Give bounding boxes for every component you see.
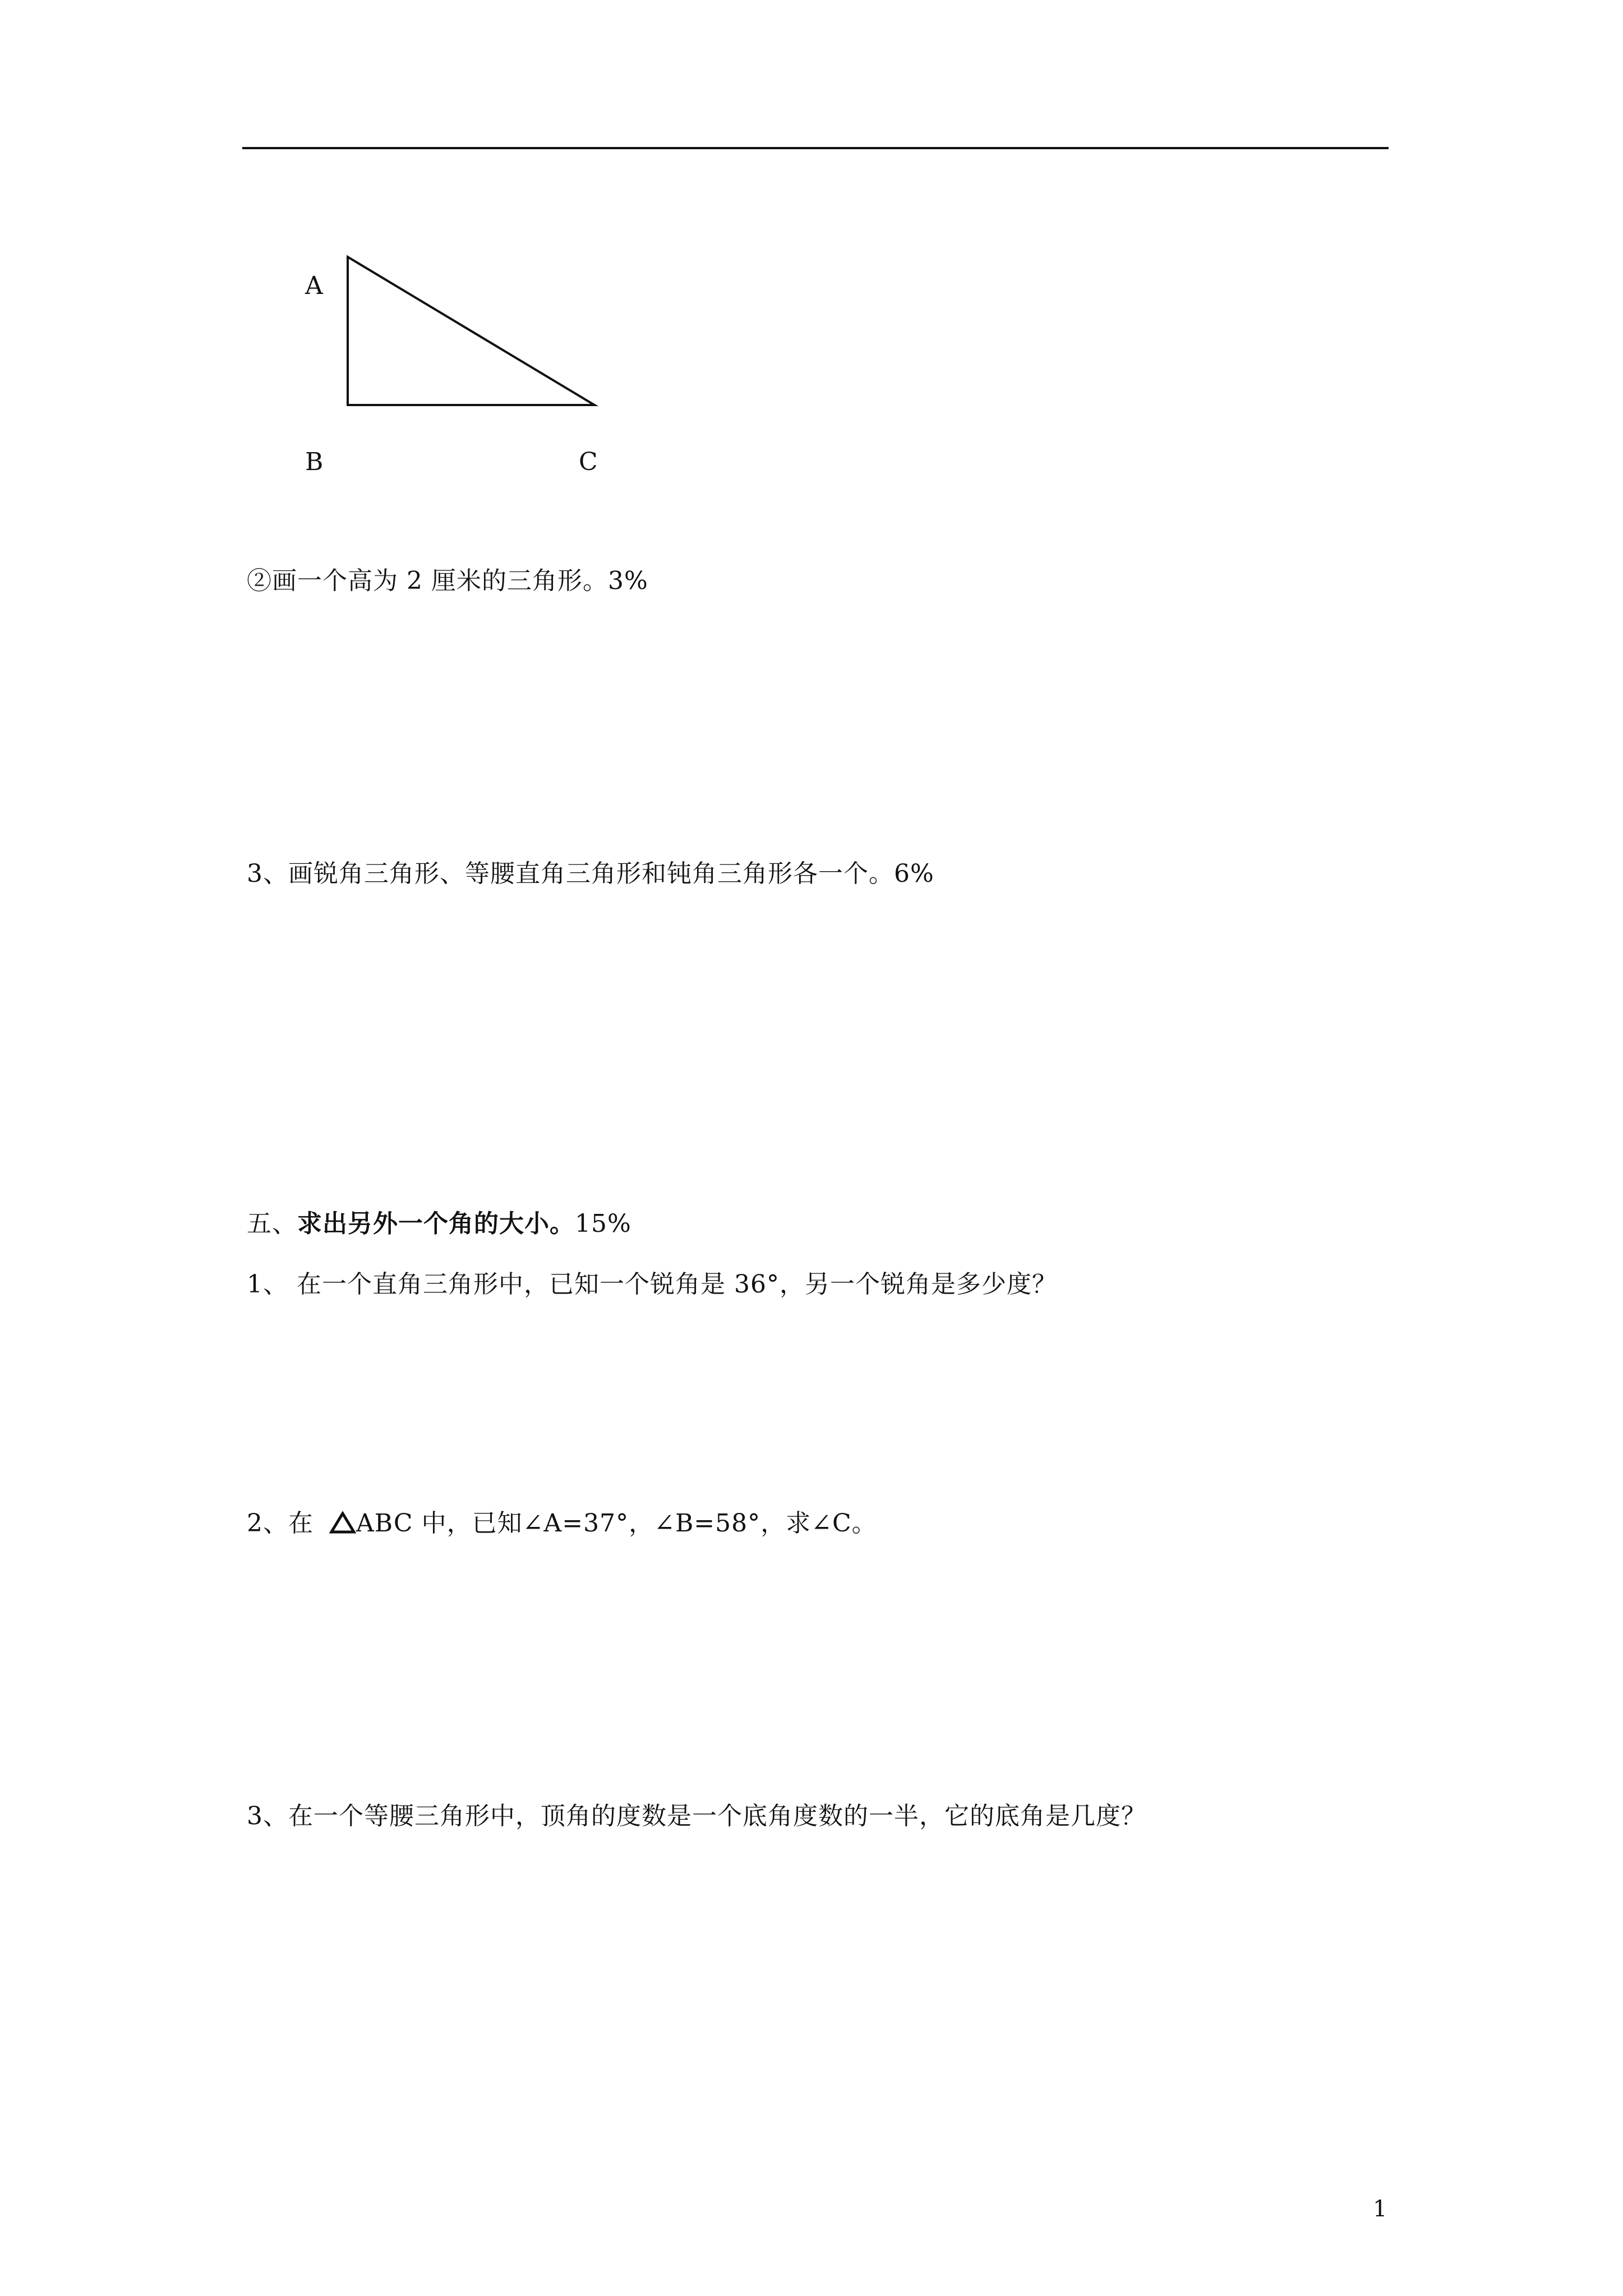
vertex-label-a: A — [305, 272, 323, 300]
question-1: 1、 在一个直角三角形中，已知一个锐角是 36°，另一个锐角是多少度？ — [247, 1270, 1057, 1299]
question-2-body: ABC 中，已知∠A=37°，∠B=58°，求∠C。 — [356, 1509, 877, 1538]
triangle-figure — [292, 247, 651, 494]
triangle-symbol-icon — [329, 1511, 356, 1534]
question-2-prefix: 2、在 — [247, 1509, 313, 1538]
task-draw-height-triangle: ②画一个高为 2 厘米的三角形。3% — [247, 567, 648, 595]
page-number: 1 — [1373, 2196, 1387, 2222]
section-five-prefix: 五、 — [247, 1209, 297, 1238]
section-five-heading — [247, 1209, 631, 1239]
question-3: 3、在一个等腰三角形中，顶角的度数是一个底角度数的一半，它的底角是几度？ — [247, 1802, 1146, 1830]
header-rule — [242, 147, 1389, 149]
section-five-title: 求出另外一个角的大小。 — [297, 1209, 575, 1238]
triangle-outline — [348, 257, 594, 405]
vertex-label-c: C — [579, 448, 598, 476]
section-five-score: 15% — [575, 1209, 631, 1238]
vertex-label-b: B — [305, 448, 324, 476]
question-2 — [247, 1509, 877, 1539]
task-draw-three-triangles: 3、画锐角三角形、等腰直角三角形和钝角三角形各一个。6% — [247, 859, 934, 888]
